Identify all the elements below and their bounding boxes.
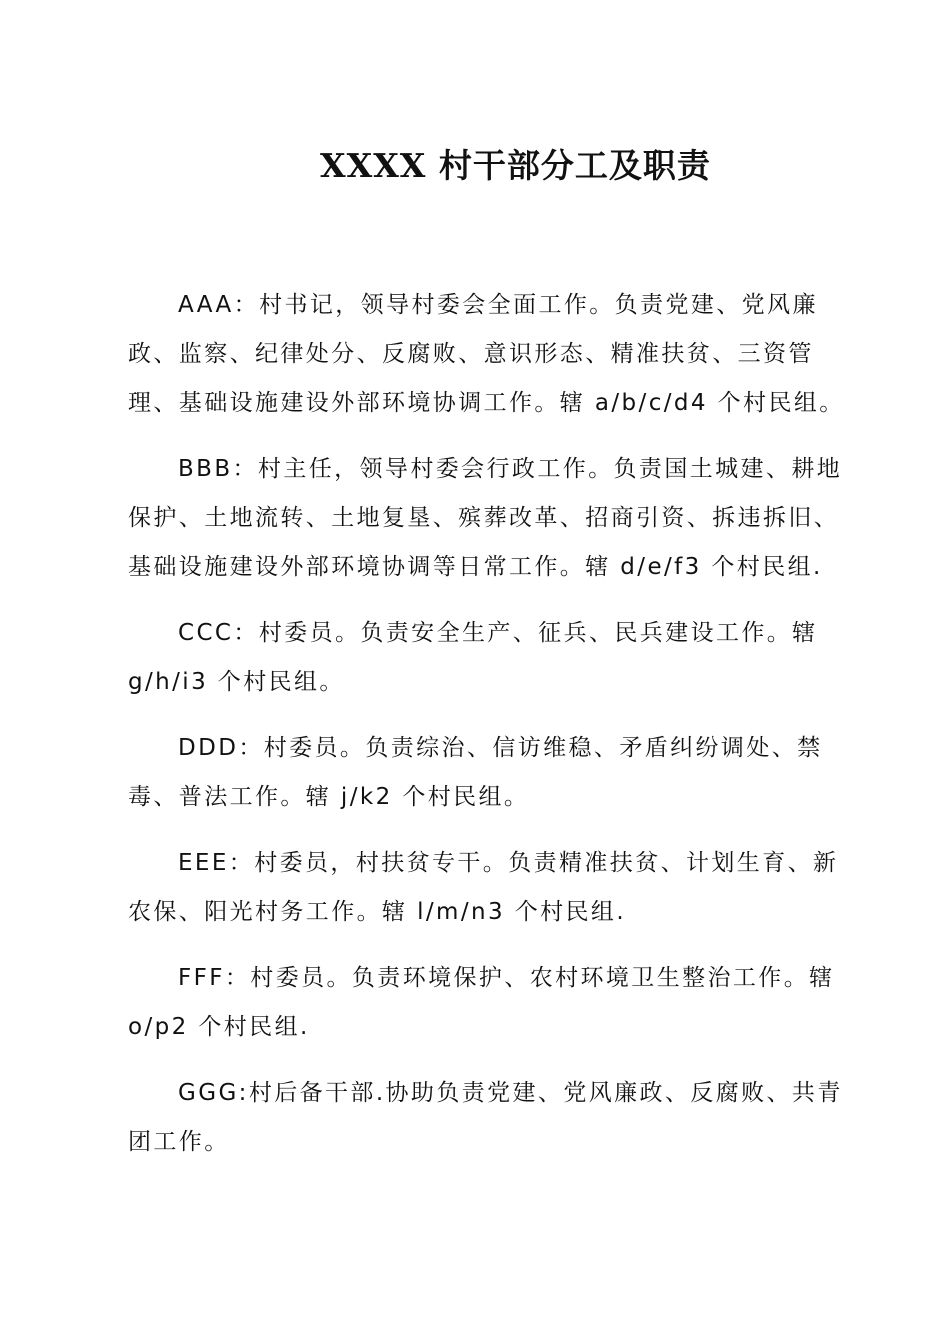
duty-paragraph-fff: FFF：村委员。负责环境保护、农村环境卫生整治工作。辖 o/p2 个村民组. bbox=[128, 965, 835, 1040]
document-title: XXXX 村干部分工及职责 bbox=[320, 146, 711, 185]
document-body bbox=[128, 281, 854, 1184]
duty-paragraph-aaa: AAA：村书记，领导村委会全面工作。负责党建、党风廉政、监察、纪律处分、反腐败、意识形态、精准扶贫、三资管理、基础设施建设外部环境协调工作。辖 a/b/c/d4 个村民组。 bbox=[128, 292, 845, 416]
duty-paragraph-bbb: BBB：村主任，领导村委会行政工作。负责国土城建、耕地保护、土地流转、土地复垦、殡葬改革、招商引资、拆违拆旧、基础设施建设外部环境协调等日常工作。辖 d/e/f3 个村民组. bbox=[128, 456, 843, 580]
duty-paragraph-ggg: GGG:村后备干部.协助负责党建、党风廉政、反腐败、共青团工作。 bbox=[128, 1080, 843, 1155]
duty-paragraph-eee: EEE：村委员，村扶贫专干。负责精准扶贫、计划生育、新农保、阳光村务工作。辖 l/m/n3 个村民组. bbox=[128, 850, 839, 925]
duty-paragraph-ddd: DDD：村委员。负责综治、信访维稳、矛盾纠纷调处、禁毒、普法工作。辖 j/k2 个村民组。 bbox=[128, 735, 823, 810]
duty-paragraph-ccc: CCC：村委员。负责安全生产、征兵、民兵建设工作。辖 g/h/i3 个村民组。 bbox=[128, 620, 818, 695]
